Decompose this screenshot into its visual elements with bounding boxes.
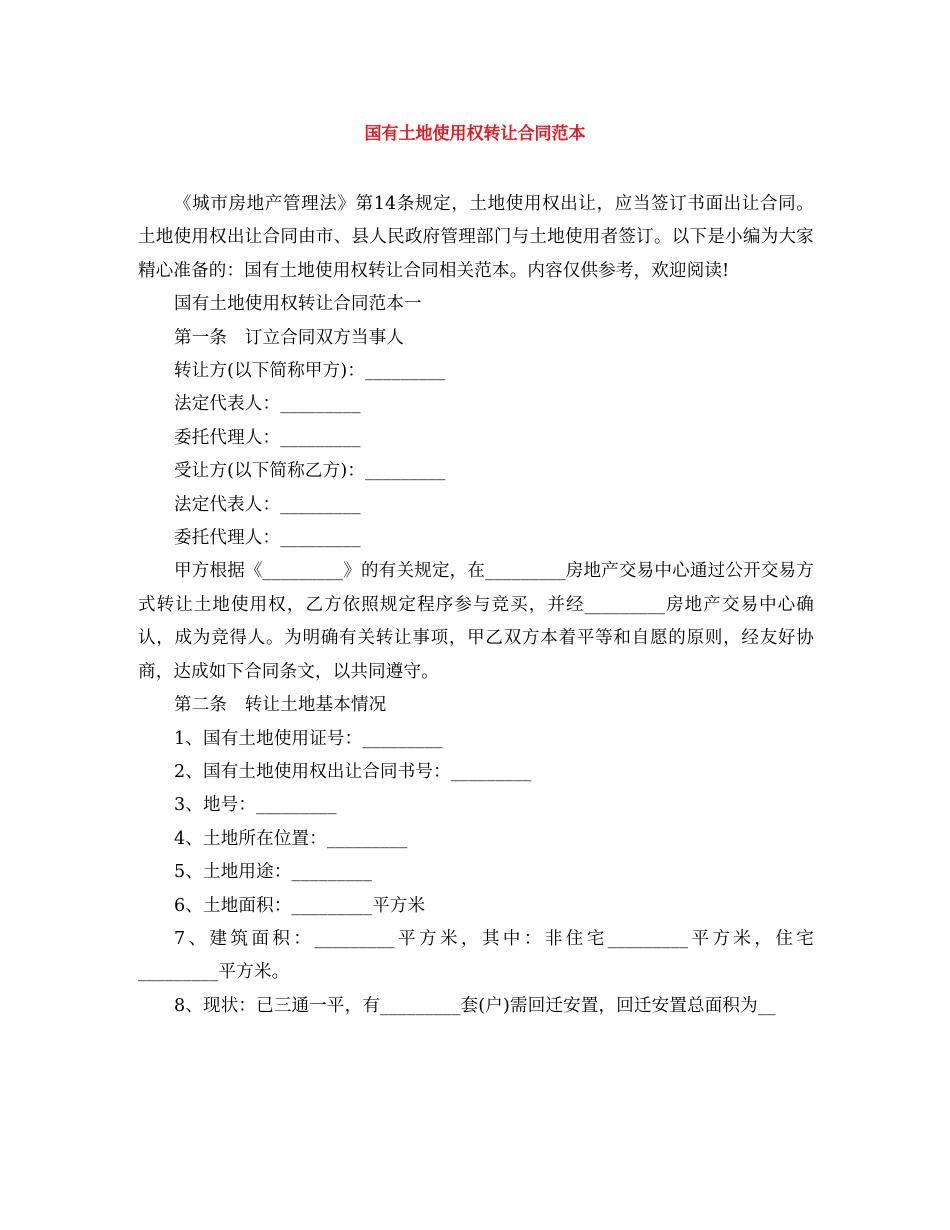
party-a-agent: 委托代理人：_________ xyxy=(174,427,361,448)
land-item: 2、国有土地使用权出让合同书号：_________ xyxy=(174,761,532,782)
article-heading: 第一条 订立合同双方当事人 xyxy=(174,327,405,348)
land-item: 7、建筑面积：_________平方米，其中：非住宅_________平方米，住宅_________平方米。 xyxy=(138,928,814,983)
party-a-line: 转让方(以下简称甲方)：_________ xyxy=(174,361,446,382)
party-a-legal-rep: 法定代表人：_________ xyxy=(174,394,361,415)
party-b-agent: 委托代理人：_________ xyxy=(174,528,361,549)
land-item: 3、地号：_________ xyxy=(174,795,337,816)
land-item: 6、土地面积：_________平方米 xyxy=(174,895,426,916)
document-title: 国有土地使用权转让合同范本 xyxy=(364,124,586,144)
land-item: 4、土地所在位置：_________ xyxy=(174,828,408,849)
party-b-legal-rep: 法定代表人：_________ xyxy=(174,494,361,515)
intro-paragraph: 《城市房地产管理法》第14条规定，土地使用权出让，应当签订书面出让合同。土地使用权出让合同由市、县人民政府管理部门与土地使用者签订。以下是小编为大家精心准备的：国有土地使用权转让合同相关范本。内容仅供参考，欢迎阅读! xyxy=(138,194,814,281)
land-item: 8、现状：已三通一平，有_________套(户)需回迁安置，回迁安置总面积为__ xyxy=(174,995,776,1016)
land-item: 5、土地用途：_________ xyxy=(174,862,373,883)
article-heading: 第二条 转让土地基本情况 xyxy=(174,695,387,716)
basis-paragraph: 甲方根据《_________》的有关规定，在_________房地产交易中心通过公开交易方式转让土地使用权，乙方依照规定程序参与竞买，并经_________房地产交易中心确认，成为竞得人。为明确有关转让事项，甲乙双方本着平等和自愿的原则，经友好协商，达成如下合同条文，以共同遵守。 xyxy=(138,561,814,682)
party-b-line: 受让方(以下简称乙方)：_________ xyxy=(174,461,446,482)
document-body xyxy=(138,188,814,1023)
land-item: 1、国有土地使用证号：_________ xyxy=(174,728,443,749)
section-heading: 国有土地使用权转让合同范本一 xyxy=(174,294,422,315)
